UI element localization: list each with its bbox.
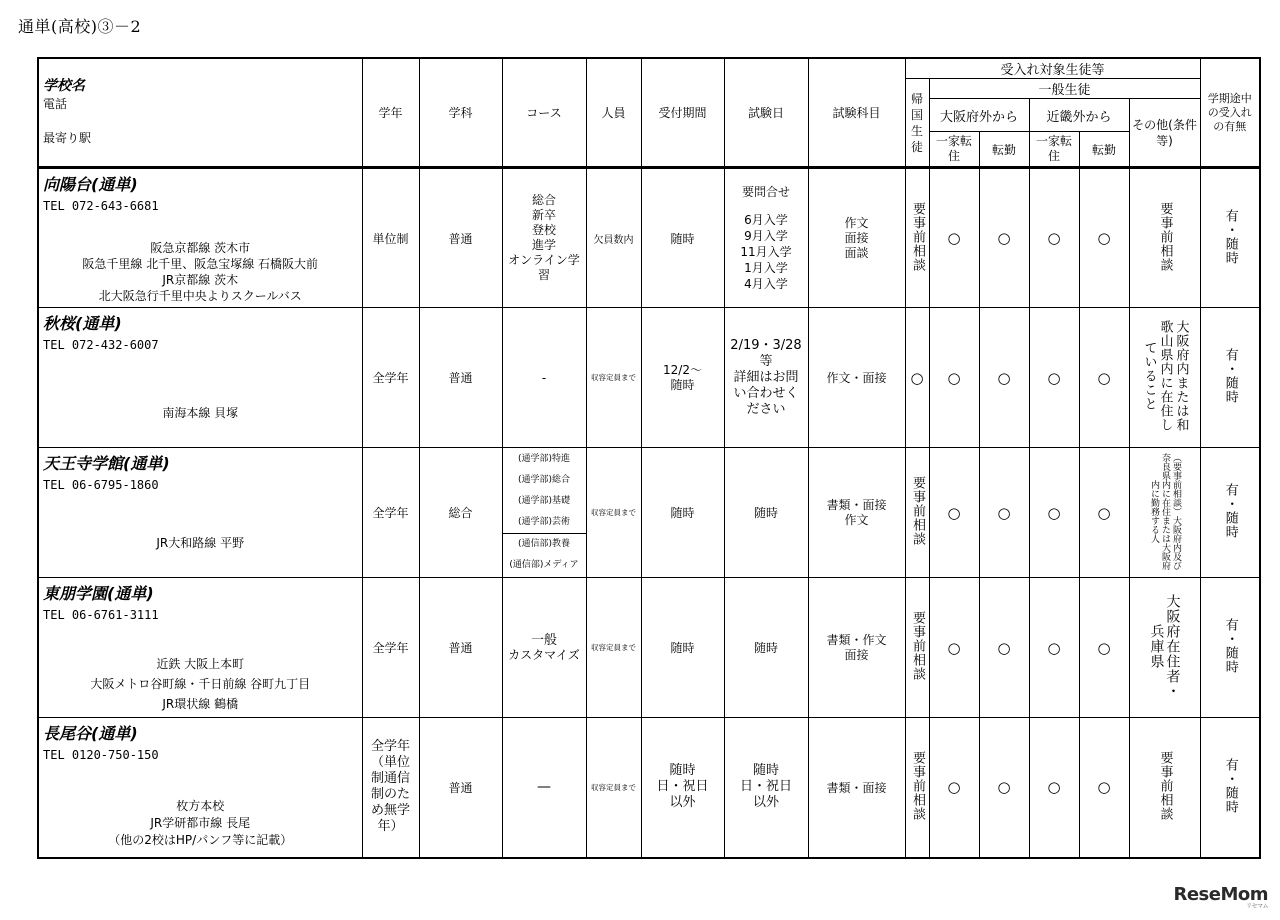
kinki-move-cell: ○ xyxy=(1029,168,1079,308)
header-target-group: 受入れ対象生徒等 xyxy=(905,58,1200,79)
header-grade: 学年 xyxy=(362,58,419,168)
osaka-transfer-cell: ○ xyxy=(979,308,1029,448)
osaka-transfer-cell: ○ xyxy=(979,578,1029,718)
returnee-cell: 要事前相談 xyxy=(905,168,929,308)
station-line: 北大阪急行千里中央よりスクールバス xyxy=(98,289,302,303)
school-tel: TEL 072-643-6681 xyxy=(43,199,159,213)
header-other: その他(条件等) xyxy=(1129,99,1200,168)
resemom-logo: ReseMom リセマム xyxy=(1173,884,1268,910)
other-cell: 要事前相談 xyxy=(1129,168,1200,308)
kinki-transfer-cell: ○ xyxy=(1079,168,1129,308)
course-cell: 総合 新卒 登校 進学 オンライン学習 xyxy=(502,168,586,308)
other-cell: （要事前相談）大阪府内及び奈良県内に在住または大阪府内に勤務する人 xyxy=(1129,448,1200,578)
period-cell: 随時 xyxy=(641,448,724,578)
header-period: 受付期間 xyxy=(641,58,724,168)
osaka-move-cell: ○ xyxy=(929,308,979,448)
returnee-cell: 要事前相談 xyxy=(905,718,929,858)
header-returnee: 帰国生徒 xyxy=(905,79,929,168)
period-cell: 随時 xyxy=(641,168,724,308)
subjects-cell: 書類・面接 作文 xyxy=(808,448,905,578)
header-phone: 電話 xyxy=(43,97,68,111)
header-exam-date: 試験日 xyxy=(724,58,808,168)
subjects-cell: 書類・面接 xyxy=(808,718,905,858)
midterm-cell: 有・随時 xyxy=(1200,448,1260,578)
grade-cell: 全学年 xyxy=(362,578,419,718)
school-name: 秋桜(通単) xyxy=(43,314,122,333)
station-line: JR学研都市線 長尾 xyxy=(150,815,251,830)
grade-cell: 全学年 （単位 制通信 制のた め無学 年） xyxy=(362,718,419,858)
other-cell: 要事前相談 xyxy=(1129,718,1200,858)
subjects-cell: 書類・作文 面接 xyxy=(808,578,905,718)
school-tel: TEL 072-432-6007 xyxy=(43,338,159,352)
other-cell: 大阪府在住者・兵庫県 xyxy=(1129,578,1200,718)
course-cell: (通学部)特進 (通学部)総合 (通学部)基礎 (通学部)芸術 (通信部)教養 (通信部)メディア xyxy=(502,448,586,578)
station-line: JR京都線 茨木 xyxy=(162,273,239,287)
station-line: 阪急千里線 北千里、阪急宝塚線 石橋阪大前 xyxy=(82,257,319,271)
grade-cell: 全学年 xyxy=(362,448,419,578)
midterm-cell: 有・随時 xyxy=(1200,578,1260,718)
osaka-transfer-cell: ○ xyxy=(979,168,1029,308)
exam-date-cell: 随時 xyxy=(724,448,808,578)
school-tel: TEL 06-6761-3111 xyxy=(43,608,159,622)
dept-cell: 普通 xyxy=(419,718,502,858)
school-cell xyxy=(38,578,362,718)
osaka-move-cell: ○ xyxy=(929,578,979,718)
kinki-move-cell: ○ xyxy=(1029,578,1079,718)
station-line: （他の2校はHP/パンフ等に記載） xyxy=(108,832,293,847)
subjects-cell: 作文・面接 xyxy=(808,308,905,448)
header-school xyxy=(38,58,362,168)
station-line: 南海本線 貝塚 xyxy=(162,406,239,420)
header-dept: 学科 xyxy=(419,58,502,168)
kinki-move-cell: ○ xyxy=(1029,308,1079,448)
header-midterm: 学期途中の受入れの有無 xyxy=(1200,58,1260,168)
midterm-cell: 有・随時 xyxy=(1200,308,1260,448)
period-cell: 随時 日・祝日 以外 xyxy=(641,718,724,858)
exam-date-cell: 随時 日・祝日 以外 xyxy=(724,718,808,858)
dept-cell: 普通 xyxy=(419,168,502,308)
school-cell xyxy=(38,168,362,308)
period-cell: 12/2～ 随時 xyxy=(641,308,724,448)
school-tel: TEL 06-6795-1860 xyxy=(43,478,159,492)
course-cell: - xyxy=(502,308,586,448)
header-station: 最寄り駅 xyxy=(43,131,92,145)
station-line: 近鉄 大阪上本町 xyxy=(156,657,245,671)
school-cell xyxy=(38,718,362,858)
header-course: コース xyxy=(502,58,586,168)
midterm-cell: 有・随時 xyxy=(1200,718,1260,858)
osaka-move-cell: ○ xyxy=(929,718,979,858)
returnee-cell: 要事前相談 xyxy=(905,578,929,718)
subjects-cell: 作文 面接 面談 xyxy=(808,168,905,308)
table-row xyxy=(38,578,1260,718)
page-title: 通単(高校)③－2 xyxy=(18,17,142,36)
school-name: 天王寺学館(通単) xyxy=(43,454,170,473)
dept-cell: 総合 xyxy=(419,448,502,578)
header-capacity: 人員 xyxy=(586,58,641,168)
dept-cell: 普通 xyxy=(419,308,502,448)
station-line: JR環状線 鶴橋 xyxy=(162,697,239,711)
grade-cell: 単位制 xyxy=(362,168,419,308)
header-outside-kinki: 近畿外から xyxy=(1029,99,1129,132)
station-line: JR大和路線 平野 xyxy=(156,536,245,550)
header-family-move-osaka: 一家転住 xyxy=(929,132,979,168)
station-line: 枚方本校 xyxy=(176,798,225,813)
table-row xyxy=(38,448,1260,578)
capacity-cell: 収容定員まで xyxy=(586,448,641,578)
exam-date-cell: 随時 xyxy=(724,578,808,718)
kinki-transfer-cell: ○ xyxy=(1079,308,1129,448)
kinki-move-cell: ○ xyxy=(1029,718,1079,858)
other-cell: 大阪府内または和歌山県内に在住していること xyxy=(1129,308,1200,448)
grade-cell: 全学年 xyxy=(362,308,419,448)
returnee-cell: ○ xyxy=(905,308,929,448)
kinki-transfer-cell: ○ xyxy=(1079,718,1129,858)
osaka-move-cell: ○ xyxy=(929,448,979,578)
osaka-transfer-cell: ○ xyxy=(979,718,1029,858)
osaka-move-cell: ○ xyxy=(929,168,979,308)
header-transfer-kinki: 転勤 xyxy=(1079,132,1129,168)
header-family-move-kinki: 一家転住 xyxy=(1029,132,1079,168)
school-name: 東朋学園(通単) xyxy=(43,584,154,603)
header-outside-osaka: 大阪府外から xyxy=(929,99,1029,132)
header-school-name: 学校名 xyxy=(43,78,85,94)
course-cell: 一般 カスタマイズ xyxy=(502,578,586,718)
station-line: 大阪メトロ谷町線・千日前線 谷町九丁目 xyxy=(90,677,311,691)
school-cell xyxy=(38,448,362,578)
table-row xyxy=(38,718,1260,858)
kinki-transfer-cell: ○ xyxy=(1079,448,1129,578)
midterm-cell: 有・随時 xyxy=(1200,168,1260,308)
exam-date-cell: 要問合せ 6月入学 9月入学 11月入学 1月入学 4月入学 xyxy=(724,168,808,308)
school-name: 長尾谷(通単) xyxy=(43,724,138,743)
school-cell xyxy=(38,308,362,448)
admission-table xyxy=(37,57,1261,859)
capacity-cell: 欠員数内 xyxy=(586,168,641,308)
school-name: 向陽台(通単) xyxy=(43,175,138,194)
table-row xyxy=(38,168,1260,308)
header-transfer-osaka: 転勤 xyxy=(979,132,1029,168)
period-cell: 随時 xyxy=(641,578,724,718)
returnee-cell: 要事前相談 xyxy=(905,448,929,578)
osaka-transfer-cell: ○ xyxy=(979,448,1029,578)
kinki-transfer-cell: ○ xyxy=(1079,578,1129,718)
table-row xyxy=(38,308,1260,448)
header-subjects: 試験科目 xyxy=(808,58,905,168)
school-tel: TEL 0120-750-150 xyxy=(43,748,159,762)
course-cell: — xyxy=(502,718,586,858)
station-line: 阪急京都線 茨木市 xyxy=(150,241,251,255)
kinki-move-cell: ○ xyxy=(1029,448,1079,578)
dept-cell: 普通 xyxy=(419,578,502,718)
capacity-cell: 収容定員まで xyxy=(586,718,641,858)
header-general: 一般生徒 xyxy=(929,79,1200,99)
capacity-cell: 収容定員まで xyxy=(586,308,641,448)
exam-date-cell: 2/19・3/28 等 詳細はお問 い合わせく ださい xyxy=(724,308,808,448)
capacity-cell: 収容定員まで xyxy=(586,578,641,718)
